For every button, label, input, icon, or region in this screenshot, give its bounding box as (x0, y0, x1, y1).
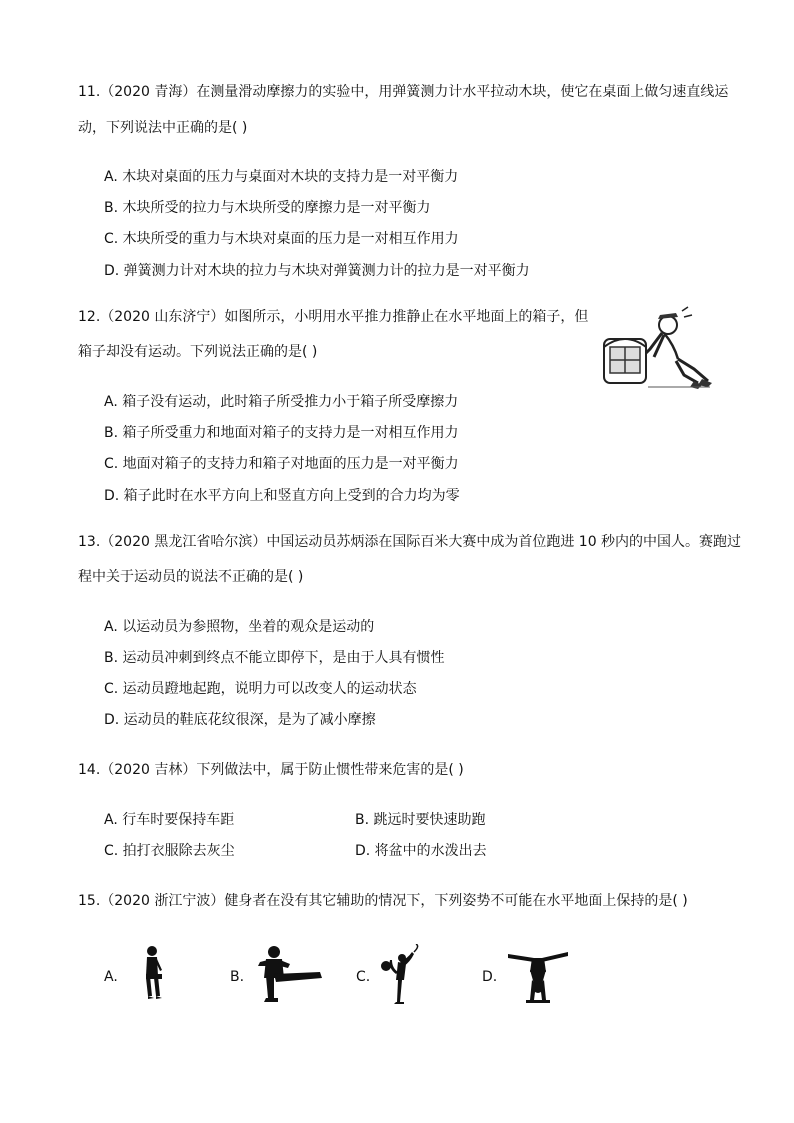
seated-pose-icon (128, 944, 172, 1004)
q15-option-a-label: A. (104, 969, 118, 985)
q12-option-b: B. 箱子所受重力和地面对箱子的支持力是一对相互作用力 (104, 425, 459, 441)
q12-stem-line-2: 箱子却没有运动。下列说法正确的是( ) (78, 344, 318, 360)
q13-option-c: C. 运动员蹬地起跑，说明力可以改变人的运动状态 (104, 681, 417, 697)
q12-option-a: A. 箱子没有运动，此时箱子所受推力小于箱子所受摩擦力 (104, 394, 459, 410)
q11-option-b: B. 木块所受的拉力与木块所受的摩擦力是一对平衡力 (104, 200, 431, 216)
q14-stem-line-1: 14.（2020 吉林）下列做法中，属于防止惯性带来危害的是( ) (78, 762, 464, 778)
q12-option-c: C. 地面对箱子的支持力和箱子对地面的压力是一对平衡力 (104, 456, 459, 472)
q11-option-a: A. 木块对桌面的压力与桌面对木块的支持力是一对平衡力 (104, 169, 459, 185)
q11-option-c: C. 木块所受的重力与木块对桌面的压力是一对相互作用力 (104, 231, 459, 247)
q11-stem-line-1: 11.（2020 青海）在测量滑动摩擦力的实验中，用弹簧测力计水平拉动木块，使它在桌面上做匀速直线运 (78, 84, 729, 100)
ribbon-dance-icon (378, 944, 422, 1004)
q14-option-a: A. 行车时要保持车距 (104, 812, 235, 828)
q11-option-d: D. 弹簧测力计对木块的拉力与木块对弹簧测力计的拉力是一对平衡力 (104, 263, 530, 279)
q15-option-b-label: B. (230, 969, 245, 985)
q14-option-d: D. 将盆中的水泼出去 (355, 843, 487, 859)
q12-stem-line-1: 12.（2020 山东济宁）如图所示，小明用水平推力推静止在水平地面上的箱子，但 (78, 309, 589, 325)
one-leg-squat-icon (256, 944, 326, 1004)
q13-stem-line-1: 13.（2020 黑龙江省哈尔滨）中国运动员苏炳添在国际百米大赛中成为首位跑进 10 秒内的中国人。赛跑过 (78, 534, 742, 550)
q12-option-d: D. 箱子此时在水平方向上和竖直方向上受到的合力均为零 (104, 488, 460, 504)
q11-stem-line-2: 动，下列说法中正确的是( ) (78, 120, 248, 136)
q15-option-c-label: C. (356, 969, 371, 985)
q13-option-b: B. 运动员冲刺到终点不能立即停下，是由于人具有惯性 (104, 650, 445, 666)
q15-option-d-label: D. (482, 969, 498, 985)
boy-pushing-box-icon (598, 303, 718, 391)
q13-stem-line-2: 程中关于运动员的说法不正确的是( ) (78, 569, 304, 585)
handstand-split-icon (506, 944, 570, 1004)
q15-stem-line-1: 15.（2020 浙江宁波）健身者在没有其它辅助的情况下，下列姿势不可能在水平地面上保持的是( ) (78, 893, 688, 909)
q13-option-a: A. 以运动员为参照物，坐着的观众是运动的 (104, 619, 375, 635)
q14-option-c: C. 拍打衣服除去灰尘 (104, 843, 235, 859)
q14-option-b: B. 跳远时要快速助跑 (355, 812, 486, 828)
q13-option-d: D. 运动员的鞋底花纹很深，是为了减小摩擦 (104, 712, 376, 728)
